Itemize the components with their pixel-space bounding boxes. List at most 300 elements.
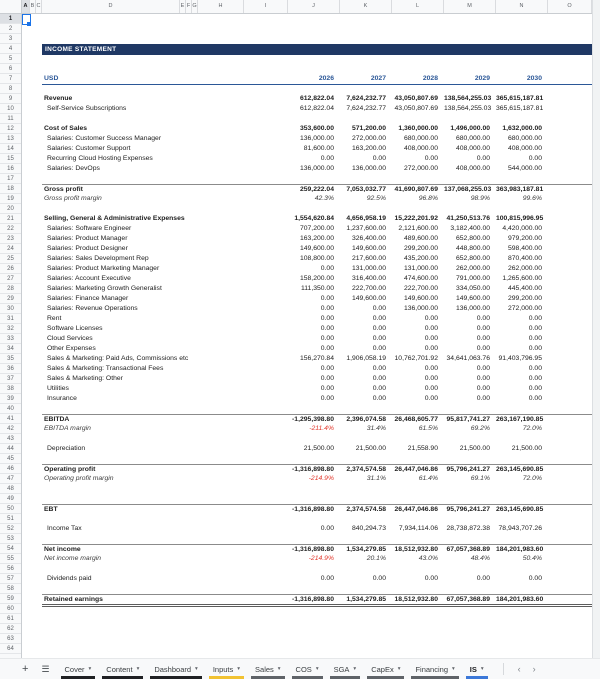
- row-header-23[interactable]: 23: [0, 234, 21, 244]
- cell-value[interactable]: 0.00: [320, 525, 334, 532]
- cell-value[interactable]: 69.1%: [470, 475, 490, 482]
- cell-label[interactable]: Sales & Marketing: Transactional Fees: [47, 365, 164, 372]
- year-header-cell[interactable]: 2028: [422, 75, 438, 82]
- cell-value[interactable]: 31.4%: [366, 425, 386, 432]
- cell-label[interactable]: Operating profit margin: [44, 475, 114, 482]
- cell-value[interactable]: 0.00: [528, 385, 542, 392]
- cell-value[interactable]: -1,316,898.80: [292, 506, 334, 513]
- fill-handle[interactable]: [27, 22, 31, 26]
- column-header-E[interactable]: E: [180, 0, 186, 13]
- row-header-57[interactable]: 57: [0, 574, 21, 584]
- cell-label[interactable]: Salaries: Marketing Growth Generalist: [47, 285, 162, 292]
- cell-value[interactable]: 0.00: [372, 575, 386, 582]
- cell-value[interactable]: 489,600.00: [403, 235, 438, 242]
- cell-value[interactable]: 31.1%: [366, 475, 386, 482]
- cell-value[interactable]: 2,374,574.58: [346, 506, 386, 513]
- cell-value[interactable]: 0.00: [320, 385, 334, 392]
- chevron-down-icon[interactable]: ▾: [277, 666, 281, 672]
- row-header-49[interactable]: 49: [0, 494, 21, 504]
- column-header-O[interactable]: O: [548, 0, 592, 13]
- all-sheets-menu-button[interactable]: ☰: [41, 663, 50, 674]
- cell-label[interactable]: Cost of Sales: [44, 125, 88, 132]
- cell-value[interactable]: 92.5%: [366, 195, 386, 202]
- cell-label[interactable]: Income Tax: [47, 525, 82, 532]
- row-header-53[interactable]: 53: [0, 534, 21, 544]
- row-header-60[interactable]: 60: [0, 604, 21, 614]
- cell-value[interactable]: 61.5%: [418, 425, 438, 432]
- cell-value[interactable]: 0.00: [320, 575, 334, 582]
- row-header-43[interactable]: 43: [0, 434, 21, 444]
- row-header-38[interactable]: 38: [0, 384, 21, 394]
- column-header-J[interactable]: J: [288, 0, 340, 13]
- column-header-G[interactable]: G: [192, 0, 198, 13]
- cell-label[interactable]: Net income margin: [44, 555, 102, 562]
- cell-value[interactable]: 138,564,255.03: [444, 95, 492, 102]
- cell-value[interactable]: 0.00: [476, 315, 490, 322]
- cell-value[interactable]: 42.3%: [314, 195, 334, 202]
- row-header-59[interactable]: 59: [0, 594, 21, 604]
- row-header-27[interactable]: 27: [0, 274, 21, 284]
- cell-value[interactable]: 26,447,046.86: [394, 506, 438, 513]
- cell-value[interactable]: 870,400.00: [507, 255, 542, 262]
- cell-value[interactable]: 28,738,872.38: [446, 525, 490, 532]
- cell-label[interactable]: Operating profit: [44, 466, 96, 473]
- cell-label[interactable]: Dividends paid: [47, 575, 92, 582]
- cell-value[interactable]: 0.00: [320, 375, 334, 382]
- row-header-18[interactable]: 18: [0, 184, 21, 194]
- cell-value[interactable]: 96.8%: [418, 195, 438, 202]
- cell-label[interactable]: Rent: [47, 315, 62, 322]
- cell-value[interactable]: 0.00: [424, 365, 438, 372]
- row-header-41[interactable]: 41: [0, 414, 21, 424]
- cell-value[interactable]: 0.00: [372, 305, 386, 312]
- column-header-I[interactable]: I: [244, 0, 288, 13]
- cell-value[interactable]: 0.00: [476, 345, 490, 352]
- cell-value[interactable]: 21,558.90: [407, 445, 438, 452]
- cell-value[interactable]: 474,600.00: [403, 275, 438, 282]
- cell-label[interactable]: Salaries: Account Executive: [47, 275, 131, 282]
- column-header-D[interactable]: D: [42, 0, 180, 13]
- cell-value[interactable]: 791,000.00: [455, 275, 490, 282]
- cell-value[interactable]: 0.00: [528, 315, 542, 322]
- row-header-28[interactable]: 28: [0, 284, 21, 294]
- sheet-tab-content[interactable]: [100, 659, 145, 679]
- cell-value[interactable]: 652,800.00: [455, 255, 490, 262]
- sheet-tab-capex[interactable]: [365, 659, 406, 679]
- cell-value[interactable]: 0.00: [528, 325, 542, 332]
- cell-value[interactable]: 408,000.00: [507, 145, 542, 152]
- row-header-15[interactable]: 15: [0, 154, 21, 164]
- cell-value[interactable]: 1,265,600.00: [502, 275, 542, 282]
- cell-label[interactable]: Sales & Marketing: Paid Ads, Commissions etc: [47, 355, 189, 362]
- cell-value[interactable]: 158,200.00: [299, 275, 334, 282]
- row-header-29[interactable]: 29: [0, 294, 21, 304]
- cell-label[interactable]: Self-Service Subscriptions: [47, 105, 127, 112]
- cell-value[interactable]: 0.00: [476, 575, 490, 582]
- cell-label[interactable]: Salaries: Sales Development Rep: [47, 255, 149, 262]
- cell-value[interactable]: 18,512,932.80: [394, 596, 438, 603]
- cell-value[interactable]: 136,000.00: [299, 135, 334, 142]
- cell-value[interactable]: 299,200.00: [403, 245, 438, 252]
- cell-value[interactable]: 0.00: [320, 155, 334, 162]
- cell-value[interactable]: 365,615,187.81: [496, 95, 544, 102]
- cell-label[interactable]: Salaries: Finance Manager: [47, 295, 129, 302]
- row-header-62[interactable]: 62: [0, 624, 21, 634]
- cell-value[interactable]: 69.2%: [470, 425, 490, 432]
- cell-value[interactable]: -1,316,898.80: [292, 596, 334, 603]
- cell-value[interactable]: 41,690,807.69: [394, 186, 438, 193]
- cell-label[interactable]: Salaries: Revenue Operations: [47, 305, 138, 312]
- sheet-tab-inputs[interactable]: [207, 659, 246, 679]
- cell-label[interactable]: EBITDA: [44, 416, 70, 423]
- add-sheet-button[interactable]: +: [22, 663, 29, 675]
- cell-value[interactable]: 72.0%: [522, 475, 542, 482]
- cell-value[interactable]: 262,000.00: [455, 265, 490, 272]
- cell-value[interactable]: 0.00: [372, 375, 386, 382]
- cell-value[interactable]: 334,050.00: [455, 285, 490, 292]
- cell-value[interactable]: 263,145,690.85: [496, 466, 544, 473]
- sheet-tab-cos[interactable]: [290, 659, 325, 679]
- cell-value[interactable]: 0.00: [372, 395, 386, 402]
- row-header-52[interactable]: 52: [0, 524, 21, 534]
- row-header-2[interactable]: 2: [0, 24, 21, 34]
- cell-value[interactable]: 95,796,241.27: [446, 466, 490, 473]
- cell-value[interactable]: 72.0%: [522, 425, 542, 432]
- sheet-tab-is[interactable]: [464, 659, 490, 679]
- cell-value[interactable]: 7,624,232.77: [346, 95, 386, 102]
- cell-value[interactable]: 0.00: [528, 395, 542, 402]
- row-header-61[interactable]: 61: [0, 614, 21, 624]
- row-header-25[interactable]: 25: [0, 254, 21, 264]
- row-header-17[interactable]: 17: [0, 174, 21, 184]
- cell-value[interactable]: 1,534,279.85: [346, 546, 386, 553]
- row-header-31[interactable]: 31: [0, 314, 21, 324]
- cell-value[interactable]: 99.6%: [522, 195, 542, 202]
- cell-value[interactable]: 0.00: [320, 315, 334, 322]
- cell-value[interactable]: 0.00: [476, 335, 490, 342]
- cell-value[interactable]: 149,600.00: [403, 295, 438, 302]
- row-header-19[interactable]: 19: [0, 194, 21, 204]
- row-header-63[interactable]: 63: [0, 634, 21, 644]
- column-header-A[interactable]: A: [22, 0, 30, 13]
- cell-label[interactable]: Insurance: [47, 395, 77, 402]
- cell-value[interactable]: 34,641,063.76: [446, 355, 490, 362]
- row-header-64[interactable]: 64: [0, 644, 21, 654]
- cell-value[interactable]: 2,374,574.58: [346, 466, 386, 473]
- cell-label[interactable]: Salaries: Customer Support: [47, 145, 131, 152]
- row-header-10[interactable]: 10: [0, 104, 21, 114]
- cell-value[interactable]: 0.00: [372, 325, 386, 332]
- cell-value[interactable]: 7,624,232.77: [346, 105, 386, 112]
- cell-value[interactable]: 0.00: [476, 395, 490, 402]
- cell-value[interactable]: 0.00: [320, 345, 334, 352]
- chevron-down-icon[interactable]: ▾: [315, 666, 319, 672]
- row-header-21[interactable]: 21: [0, 214, 21, 224]
- row-header-45[interactable]: 45: [0, 454, 21, 464]
- cell-value[interactable]: 0.00: [320, 305, 334, 312]
- chevron-down-icon[interactable]: ▾: [480, 666, 484, 672]
- cell-value[interactable]: 571,200.00: [351, 125, 386, 132]
- cell-value[interactable]: 156,270.84: [299, 355, 334, 362]
- row-header-5[interactable]: 5: [0, 54, 21, 64]
- cell-value[interactable]: 20.1%: [366, 555, 386, 562]
- cell-label[interactable]: EBT: [44, 506, 58, 513]
- cell-label[interactable]: Salaries: DevOps: [47, 165, 100, 172]
- column-header-F[interactable]: F: [186, 0, 192, 13]
- cell-value[interactable]: 0.00: [424, 385, 438, 392]
- cell-value[interactable]: 0.00: [424, 345, 438, 352]
- cell-value[interactable]: 111,350.00: [300, 285, 334, 292]
- cell-value[interactable]: 15,222,201.92: [394, 215, 438, 222]
- column-header-C[interactable]: C: [36, 0, 42, 13]
- income-statement-title-cell[interactable]: INCOME STATEMENT: [42, 44, 592, 55]
- cell-value[interactable]: 48.4%: [470, 555, 490, 562]
- cell-value[interactable]: 184,201,983.60: [496, 546, 544, 553]
- cell-value[interactable]: 21,500.00: [355, 445, 386, 452]
- cell-value[interactable]: 10,762,701.92: [394, 355, 438, 362]
- cell-value[interactable]: 840,294.73: [351, 525, 386, 532]
- column-header-K[interactable]: K: [340, 0, 392, 13]
- row-header-46[interactable]: 46: [0, 464, 21, 474]
- cell-value[interactable]: 4,420,000.00: [502, 225, 542, 232]
- cell-label[interactable]: Software Licenses: [47, 325, 103, 332]
- cell-value[interactable]: 707,200.00: [299, 225, 334, 232]
- row-header-34[interactable]: 34: [0, 344, 21, 354]
- row-header-35[interactable]: 35: [0, 354, 21, 364]
- cell-label[interactable]: Salaries: Software Engineer: [47, 225, 132, 232]
- cell-value[interactable]: 43,050,807.69: [394, 105, 438, 112]
- row-header-48[interactable]: 48: [0, 484, 21, 494]
- cell-value[interactable]: 680,000.00: [455, 135, 490, 142]
- cell-value[interactable]: 3,182,400.00: [450, 225, 490, 232]
- cell-value[interactable]: 149,600.00: [351, 245, 386, 252]
- row-header-8[interactable]: 8: [0, 84, 21, 94]
- row-header-11[interactable]: 11: [0, 114, 21, 124]
- cell-label[interactable]: Depreciation: [47, 445, 86, 452]
- year-header-cell[interactable]: 2030: [526, 75, 542, 82]
- currency-label-cell[interactable]: USD: [44, 75, 59, 82]
- cell-value[interactable]: 1,554,620.84: [294, 215, 334, 222]
- cell-value[interactable]: -1,316,898.80: [292, 466, 334, 473]
- cell-label[interactable]: Salaries: Customer Success Manager: [47, 135, 162, 142]
- cell-value[interactable]: 408,000.00: [455, 165, 490, 172]
- cell-value[interactable]: 91,403,796.95: [498, 355, 542, 362]
- cell-value[interactable]: 222,700.00: [351, 285, 386, 292]
- cell-value[interactable]: 43,050,807.69: [394, 95, 438, 102]
- row-header-20[interactable]: 20: [0, 204, 21, 214]
- cell-label[interactable]: Gross profit margin: [44, 195, 102, 202]
- row-header-32[interactable]: 32: [0, 324, 21, 334]
- row-header-14[interactable]: 14: [0, 144, 21, 154]
- cell-value[interactable]: 163,200.00: [351, 145, 386, 152]
- row-header-44[interactable]: 44: [0, 444, 21, 454]
- cell-value[interactable]: 408,000.00: [403, 145, 438, 152]
- cell-value[interactable]: 78,943,707.26: [498, 525, 542, 532]
- cell-value[interactable]: 272,000.00: [403, 165, 438, 172]
- row-header-33[interactable]: 33: [0, 334, 21, 344]
- cell-value[interactable]: 4,656,958.19: [346, 215, 386, 222]
- chevron-down-icon[interactable]: ▾: [353, 666, 357, 672]
- cell-value[interactable]: 0.00: [372, 155, 386, 162]
- cell-value[interactable]: 0.00: [528, 345, 542, 352]
- cell-value[interactable]: 0.00: [528, 335, 542, 342]
- cell-value[interactable]: 1,632,000.00: [502, 125, 542, 132]
- sheet-tab-financing[interactable]: [409, 659, 460, 679]
- cell-value[interactable]: 0.00: [320, 365, 334, 372]
- cell-value[interactable]: 0.00: [476, 155, 490, 162]
- row-header-50[interactable]: 50: [0, 504, 21, 514]
- cell-value[interactable]: 0.00: [372, 385, 386, 392]
- cell-value[interactable]: 0.00: [372, 315, 386, 322]
- cell-value[interactable]: 136,000.00: [403, 305, 438, 312]
- sheet-tab-cover[interactable]: [59, 659, 98, 679]
- cell-value[interactable]: 0.00: [320, 335, 334, 342]
- year-header-cell[interactable]: 2027: [370, 75, 386, 82]
- cell-value[interactable]: 67,057,368.89: [446, 596, 490, 603]
- cell-value[interactable]: -214.9%: [308, 555, 334, 562]
- cell-value[interactable]: 0.00: [476, 385, 490, 392]
- cell-label[interactable]: Cloud Services: [47, 335, 93, 342]
- cell-value[interactable]: 0.00: [320, 295, 334, 302]
- cell-value[interactable]: 7,934,114.06: [398, 525, 438, 532]
- cell-value[interactable]: 262,000.00: [507, 265, 542, 272]
- cell-value[interactable]: 41,250,513.76: [446, 215, 490, 222]
- cell-value[interactable]: 0.00: [372, 335, 386, 342]
- cell-value[interactable]: 163,200.00: [299, 235, 334, 242]
- cell-value[interactable]: 138,564,255.03: [444, 105, 492, 112]
- scroll-tabs-right-button[interactable]: ›: [532, 664, 536, 674]
- cell-value[interactable]: 7,053,032.77: [346, 186, 386, 193]
- cell-value[interactable]: 131,000.00: [403, 265, 438, 272]
- cell-value[interactable]: 612,822.04: [299, 95, 334, 102]
- cell-value[interactable]: 299,200.00: [507, 295, 542, 302]
- row-header-39[interactable]: 39: [0, 394, 21, 404]
- chevron-down-icon[interactable]: ▾: [237, 666, 241, 672]
- column-header-H[interactable]: H: [198, 0, 244, 13]
- cell-label[interactable]: Gross profit: [44, 186, 83, 193]
- cell-value[interactable]: 18,512,932.80: [394, 546, 438, 553]
- cell-value[interactable]: 0.00: [528, 575, 542, 582]
- cell-value[interactable]: 0.00: [424, 325, 438, 332]
- row-header-7[interactable]: 7: [0, 74, 21, 84]
- cell-value[interactable]: 0.00: [528, 365, 542, 372]
- column-header-M[interactable]: M: [444, 0, 496, 13]
- cell-value[interactable]: -214.9%: [308, 475, 334, 482]
- year-header-cell[interactable]: 2026: [318, 75, 334, 82]
- row-header-12[interactable]: 12: [0, 124, 21, 134]
- cell-value[interactable]: 149,600.00: [455, 295, 490, 302]
- cell-value[interactable]: 448,800.00: [455, 245, 490, 252]
- cell-value[interactable]: 50.4%: [522, 555, 542, 562]
- row-header-36[interactable]: 36: [0, 364, 21, 374]
- cell-value[interactable]: 263,167,190.85: [496, 416, 544, 423]
- cell-value[interactable]: 353,600.00: [299, 125, 334, 132]
- row-header-1[interactable]: 1: [0, 14, 21, 24]
- row-header-13[interactable]: 13: [0, 134, 21, 144]
- cell-value[interactable]: 149,600.00: [351, 295, 386, 302]
- cell-value[interactable]: 26,468,605.77: [394, 416, 438, 423]
- cell-value[interactable]: 0.00: [424, 395, 438, 402]
- cell-value[interactable]: 259,222.04: [299, 186, 334, 193]
- cell-value[interactable]: 100,815,996.95: [496, 215, 544, 222]
- cell-value[interactable]: 21,500.00: [459, 445, 490, 452]
- cell-value[interactable]: 131,000.00: [351, 265, 386, 272]
- cell-value[interactable]: 612,822.04: [299, 105, 334, 112]
- cell-value[interactable]: 108,800.00: [299, 255, 334, 262]
- cell-value[interactable]: 95,817,741.27: [446, 416, 490, 423]
- row-header-4[interactable]: 4: [0, 44, 21, 54]
- cell-value[interactable]: 680,000.00: [403, 135, 438, 142]
- cell-label[interactable]: Utilities: [47, 385, 69, 392]
- cell-label[interactable]: Sales & Marketing: Other: [47, 375, 123, 382]
- cell-value[interactable]: 2,396,074.58: [346, 416, 386, 423]
- cell-value[interactable]: 1,534,279.85: [346, 596, 386, 603]
- cell-value[interactable]: 0.00: [476, 325, 490, 332]
- row-header-16[interactable]: 16: [0, 164, 21, 174]
- cell-value[interactable]: 67,057,368.89: [446, 546, 490, 553]
- cell-value[interactable]: 263,145,690.85: [496, 506, 544, 513]
- column-header-B[interactable]: B: [30, 0, 36, 13]
- sheet-tab-dashboard[interactable]: [148, 659, 203, 679]
- cell-value[interactable]: 136,000.00: [299, 165, 334, 172]
- column-header-L[interactable]: L: [392, 0, 444, 13]
- cell-value[interactable]: 81,600.00: [303, 145, 334, 152]
- cell-value[interactable]: 0.00: [424, 315, 438, 322]
- row-header-40[interactable]: 40: [0, 404, 21, 414]
- scroll-tabs-left-button[interactable]: ‹: [517, 664, 521, 674]
- cell-value[interactable]: 0.00: [528, 375, 542, 382]
- chevron-down-icon[interactable]: ▾: [136, 666, 140, 672]
- cell-value[interactable]: 544,000.00: [507, 165, 542, 172]
- cell-value[interactable]: 0.00: [320, 395, 334, 402]
- column-header-N[interactable]: N: [496, 0, 548, 13]
- cell-label[interactable]: Salaries: Product Designer: [47, 245, 128, 252]
- row-header-26[interactable]: 26: [0, 264, 21, 274]
- row-header-3[interactable]: 3: [0, 34, 21, 44]
- cell-value[interactable]: 0.00: [424, 155, 438, 162]
- cell-value[interactable]: 184,201,983.60: [496, 596, 544, 603]
- sheet-tab-sga[interactable]: [328, 659, 363, 679]
- cell-label[interactable]: Other Expenses: [47, 345, 96, 352]
- row-header-55[interactable]: 55: [0, 554, 21, 564]
- year-header-cell[interactable]: 2029: [474, 75, 490, 82]
- cell-value[interactable]: 222,700.00: [403, 285, 438, 292]
- cell-value[interactable]: 979,200.00: [507, 235, 542, 242]
- row-header-58[interactable]: 58: [0, 584, 21, 594]
- cell-label[interactable]: Selling, General & Administrative Expenses: [44, 215, 185, 222]
- cell-value[interactable]: 363,983,187.81: [496, 186, 544, 193]
- cell-value[interactable]: 408,000.00: [455, 145, 490, 152]
- cell-value[interactable]: 217,600.00: [351, 255, 386, 262]
- row-header-56[interactable]: 56: [0, 564, 21, 574]
- row-header-54[interactable]: 54: [0, 544, 21, 554]
- cell-value[interactable]: -211.4%: [309, 425, 334, 432]
- cell-value[interactable]: 61.4%: [418, 475, 438, 482]
- cell-value[interactable]: 0.00: [424, 335, 438, 342]
- cell-value[interactable]: 0.00: [320, 265, 334, 272]
- cell-value[interactable]: 1,360,000.00: [398, 125, 438, 132]
- cell-value[interactable]: 98.9%: [470, 195, 490, 202]
- row-header-6[interactable]: 6: [0, 64, 21, 74]
- row-header-9[interactable]: 9: [0, 94, 21, 104]
- cell-value[interactable]: 0.00: [372, 365, 386, 372]
- row-header-24[interactable]: 24: [0, 244, 21, 254]
- row-header-42[interactable]: 42: [0, 424, 21, 434]
- select-all-corner[interactable]: [0, 0, 22, 14]
- chevron-down-icon[interactable]: ▾: [397, 666, 401, 672]
- sheet-tab-sales[interactable]: [249, 659, 287, 679]
- cell-value[interactable]: 435,200.00: [403, 255, 438, 262]
